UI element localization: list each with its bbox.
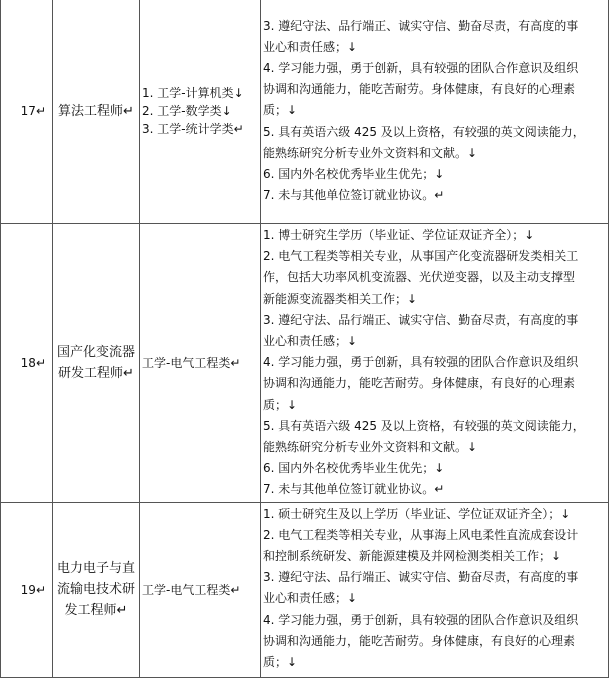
requirement-line: 6. 国内外名校优秀毕业生优先；↓ bbox=[263, 461, 445, 476]
requirement-line: 能熟练研究分析专业外文资料和文献。↓ bbox=[263, 145, 478, 160]
job-requirements bbox=[261, 0, 609, 224]
position-title bbox=[53, 0, 140, 224]
row-number: 18↵ bbox=[1, 224, 53, 503]
requirement-line: 4. 学习能力强，勇于创新，具有较强的团队合作意识及组织 bbox=[263, 612, 579, 627]
position-title-line: 电力电子与直 bbox=[56, 561, 135, 577]
requirement-line: 2. 电气工程类等相关专业，从事海上风电柔性直流成套设计 bbox=[263, 527, 579, 542]
table-row bbox=[1, 224, 609, 503]
requirement-line: 1. 硕士研究生及以上学历（毕业证、学位证双证齐全）；↓ bbox=[263, 506, 571, 521]
requirement-line: 能熟练研究分析专业外文资料和文献。↓ bbox=[263, 440, 478, 455]
requirement-line: 3. 遵纪守法、品行端正、诚实守信、勤奋尽责，有高度的事 bbox=[263, 18, 579, 33]
requirement-line: 协调和沟通能力，能吃苦耐劳。身体健康，有良好的心理素 bbox=[263, 376, 576, 391]
requirement-line: 2. 电气工程类等相关专业，从事国产化变流器研发类相关工 bbox=[263, 249, 579, 264]
row-number: 19↵ bbox=[1, 502, 53, 677]
major-item: 工学-电气工程类↵ bbox=[142, 355, 241, 370]
position-title bbox=[53, 224, 140, 503]
requirement-line: 业心和责任感；↓ bbox=[263, 334, 358, 349]
row-number: 17↵ bbox=[1, 0, 53, 224]
requirement-line: 质；↓ bbox=[263, 655, 298, 670]
requirement-line: 质；↓ bbox=[263, 103, 298, 118]
requirement-line: 5. 具有英语六级 425 及以上资格，有较强的英文阅读能力， bbox=[263, 418, 585, 433]
requirement-line: 和控制系统研发、新能源建模及并网检测类相关工作；↓ bbox=[263, 549, 562, 564]
requirement-line: 协调和沟通能力，能吃苦耐劳。身体健康，有良好的心理素 bbox=[263, 633, 576, 648]
requirement-line: 业心和责任感；↓ bbox=[263, 39, 358, 54]
requirement-line: 4. 学习能力强，勇于创新，具有较强的团队合作意识及组织 bbox=[263, 60, 579, 75]
job-requirements bbox=[261, 224, 609, 503]
requirement-line: 6. 国内外名校优秀毕业生优先；↓ bbox=[263, 167, 445, 181]
major-requirements bbox=[140, 224, 261, 503]
position-title-line: 研发工程师↵ bbox=[58, 365, 134, 381]
position-title-line: 算法工程师↵ bbox=[58, 103, 134, 119]
requirement-line: 1. 博士研究生学历（毕业证、学位证双证齐全）；↓ bbox=[263, 228, 535, 242]
major-item: 3. 工学-统计学类↵ bbox=[142, 122, 244, 136]
requirement-line: 作，包括大功率风机变流器、光伏逆变器，以及主动支撑型 bbox=[263, 270, 576, 285]
requirement-line: 7. 未与其他单位签订就业协议。↵ bbox=[263, 482, 445, 497]
job-table-body bbox=[1, 0, 609, 677]
table-row bbox=[1, 502, 609, 677]
table-row bbox=[1, 0, 609, 224]
major-requirements bbox=[140, 502, 261, 677]
job-requirements bbox=[261, 502, 609, 677]
position-title-line: 发工程师↵ bbox=[64, 603, 128, 619]
requirement-line: 协调和沟通能力，能吃苦耐劳。身体健康，有良好的心理素 bbox=[263, 82, 576, 97]
major-item: 1. 工学-计算机类↓ bbox=[142, 86, 244, 100]
requirement-line: 4. 学习能力强，勇于创新，具有较强的团队合作意识及组织 bbox=[263, 355, 579, 370]
position-title-line: 国产化变流器 bbox=[56, 344, 135, 360]
requirement-line: 业心和责任感；↓ bbox=[263, 591, 358, 606]
requirement-line: 3. 遵纪守法、品行端正、诚实守信、勤奋尽责，有高度的事 bbox=[263, 312, 579, 327]
requirement-line: 5. 具有英语六级 425 及以上资格，有较强的英文阅读能力， bbox=[263, 124, 585, 139]
requirement-line: 7. 未与其他单位签订就业协议。↵ bbox=[263, 188, 445, 203]
requirement-line: 新能源变流器类相关工作；↓ bbox=[263, 291, 418, 306]
position-title-line: 流输电技术研 bbox=[56, 582, 135, 598]
requirement-line: 3. 遵纪守法、品行端正、诚实守信、勤奋尽责，有高度的事 bbox=[263, 570, 579, 585]
position-title bbox=[53, 502, 140, 677]
major-requirements bbox=[140, 0, 261, 224]
requirement-line: 质；↓ bbox=[263, 397, 298, 412]
major-item: 工学-电气工程类↵ bbox=[142, 582, 241, 597]
major-item: 2. 工学-数学类↓ bbox=[142, 104, 232, 118]
